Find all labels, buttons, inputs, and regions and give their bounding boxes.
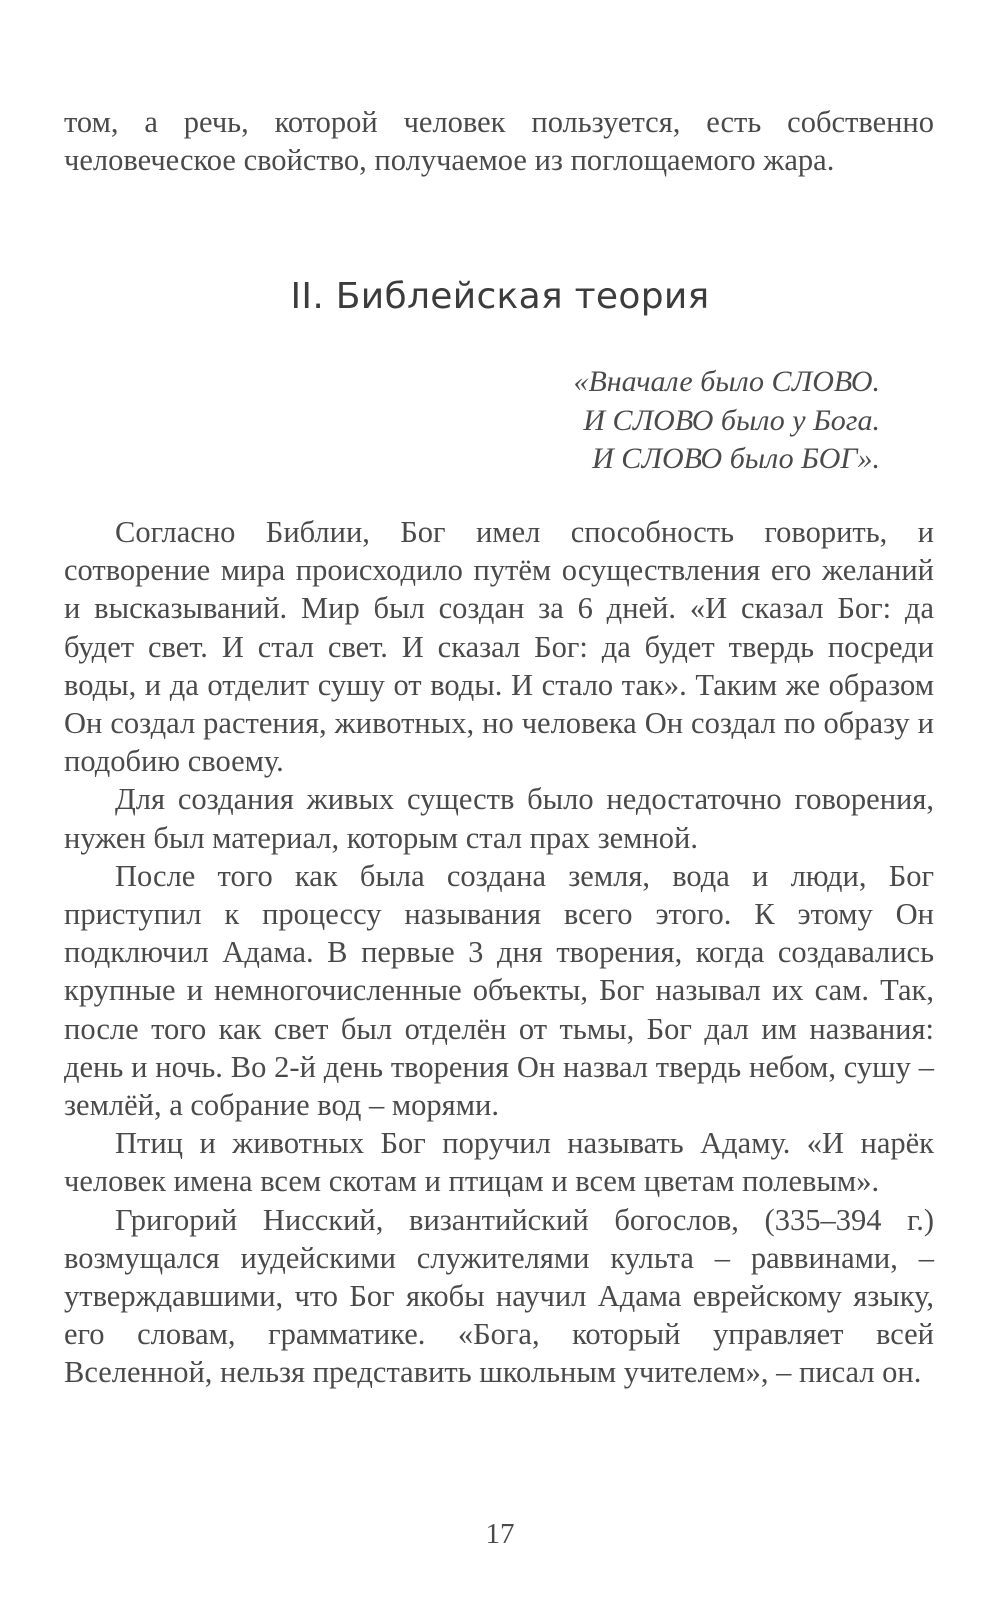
section-heading: II. Библейская теория [290, 276, 710, 317]
epigraph [573, 363, 880, 479]
page-number: 17 [485, 1518, 515, 1550]
body-paragraph: Для создания живых существ было недостаточно говорения, нужен был материал, которым стал прах земной. [64, 782, 934, 855]
body-paragraph: Согласно Библии, Бог имел способность говорить, и сотворение мира происходило путём осуществления его желаний и высказываний. Мир был создан за 6 дней. «И сказал Бог: да будет свет. И стал свет. И сказал Бог: да будет твердь посреди воды, и да отделит сушу от воды. И стало так». Таким же образом Он создал растения, животных, но человека Он создал по образу и подобию своему. [64, 515, 934, 779]
intro-paragraph-block [64, 103, 934, 179]
epigraph-line: «Вначале было СЛОВО. [573, 365, 880, 398]
body-paragraph: Птиц и животных Бог поручил называть Адаму. «И нарёк человек имена всем скотам и птицам и всем цветам полевым». [64, 1126, 934, 1199]
epigraph-line: И СЛОВО было БОГ». [592, 442, 880, 475]
body-text [64, 513, 934, 1392]
body-paragraph: После того как была создана земля, вода и люди, Бог приступил к процессу называния всего этого. К этому Он подключил Адама. В первые 3 дня творения, когда создавались крупные и немногочисленные объекты, Бог называл их сам. Так, после того как свет был отделён от тьмы, Бог дал им названия: день и ночь. Во 2-й день творения Он назвал твердь небом, сушу – землёй, а собрание вод – морями. [64, 858, 934, 1123]
intro-paragraph: том, а речь, которой человек пользуется, есть собственно человеческое свойство, получаемое из поглощаемого жара. [64, 105, 934, 178]
epigraph-line: И СЛОВО было у Бога. [583, 403, 880, 437]
body-paragraph: Григорий Нисский, византийский богослов, (335–394 г.) возмущался иудейскими служителями культа – раввинами, – утверждавшими, что Бог якобы научил Адама еврейскому языку, его словам, грамматике. «Бога, который управляет всей Вселенной, нельзя представить школьным учителем», – писал он. [64, 1202, 934, 1390]
